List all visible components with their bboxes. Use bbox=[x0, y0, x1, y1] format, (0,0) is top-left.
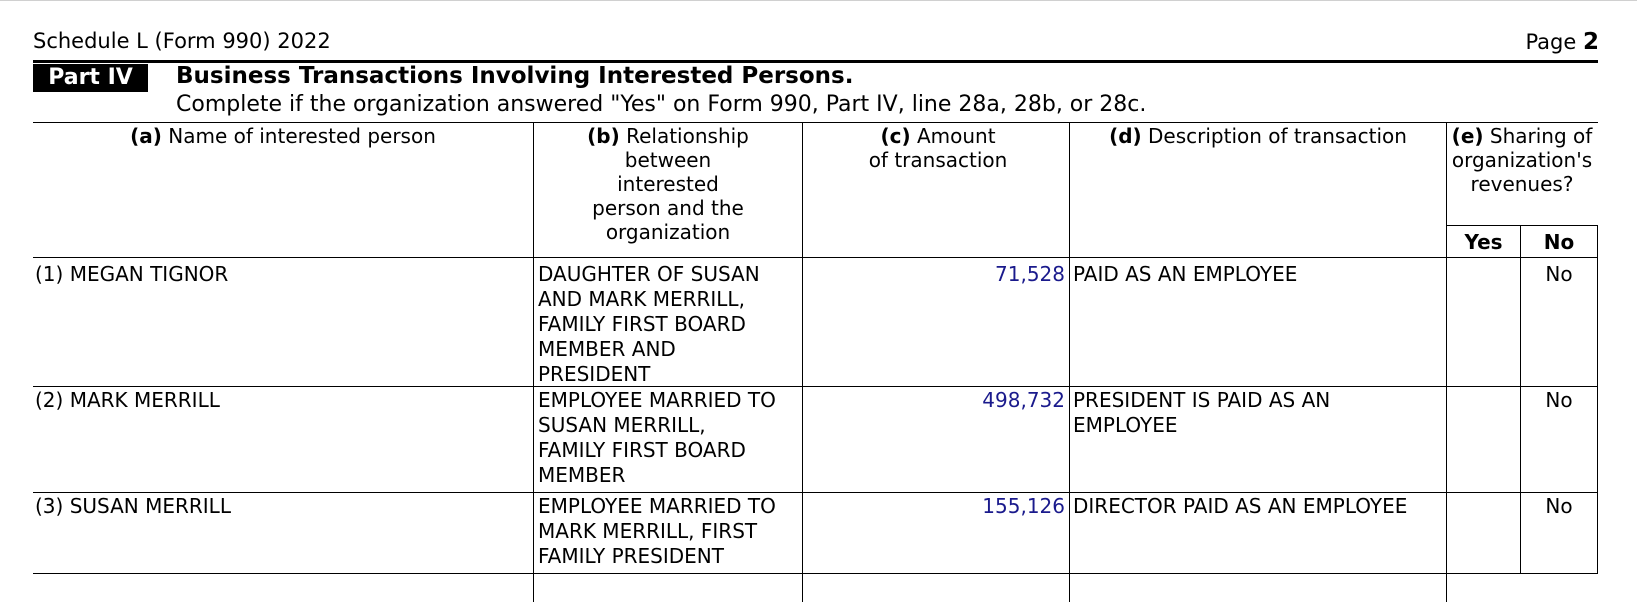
row-1-amount: 71,528 bbox=[995, 262, 1065, 286]
page-label: Page bbox=[1525, 30, 1577, 54]
column-header-c bbox=[868, 124, 1008, 172]
part-title: Business Transactions Involving Interested Persons. bbox=[176, 63, 854, 89]
row-3-amount: 155,126 bbox=[982, 494, 1065, 518]
column-header-e bbox=[1447, 124, 1597, 196]
page-indicator bbox=[1525, 29, 1599, 55]
row-2-relationship: EMPLOYEE MARRIED TO SUSAN MERRILL, FAMILY FIRST BOARD MEMBER bbox=[538, 388, 776, 487]
row-2-bottom-border bbox=[33, 492, 1598, 493]
column-letter-d: (d) bbox=[1109, 124, 1142, 148]
column-letter-c: (c) bbox=[880, 124, 911, 148]
page-top-border bbox=[0, 0, 1637, 1]
column-header-d bbox=[1070, 124, 1446, 148]
row-1-no: No bbox=[1545, 262, 1573, 286]
page-number: 2 bbox=[1582, 29, 1599, 55]
row-1-bottom-border bbox=[33, 386, 1598, 387]
form-identifier: Schedule L (Form 990) 2022 bbox=[33, 29, 331, 53]
row-3-relationship: EMPLOYEE MARRIED TO MARK MERRILL, FIRST FAMILY PRESIDENT bbox=[538, 494, 776, 568]
column-letter-b: (b) bbox=[587, 124, 620, 148]
divider-b-c bbox=[802, 122, 803, 602]
header-bottom-border bbox=[33, 257, 1598, 258]
row-1-relationship: DAUGHTER OF SUSAN AND MARK MERRILL, FAMILY FIRST BOARD MEMBER AND PRESIDENT bbox=[538, 262, 760, 386]
row-3-no: No bbox=[1545, 494, 1573, 518]
column-label-c: Amount of transaction bbox=[868, 124, 1008, 172]
row-2-description: PRESIDENT IS PAID AS AN EMPLOYEE bbox=[1073, 388, 1331, 437]
column-letter-a: (a) bbox=[130, 124, 162, 148]
column-label-e: Sharing of organization's revenues? bbox=[1451, 124, 1593, 196]
table-top-border bbox=[33, 122, 1598, 123]
column-header-a bbox=[33, 124, 533, 148]
row-2-no: No bbox=[1545, 388, 1573, 412]
row-3-description: DIRECTOR PAID AS AN EMPLOYEE bbox=[1073, 494, 1408, 518]
row-1-description: PAID AS AN EMPLOYEE bbox=[1073, 262, 1298, 286]
row-3-name: (3) SUSAN MERRILL bbox=[35, 494, 231, 518]
sharing-subheader-border bbox=[1446, 225, 1598, 226]
column-header-yes: Yes bbox=[1464, 230, 1503, 254]
part-instruction: Complete if the organization answered "Yes" on Form 990, Part IV, line 28a, 28b, or 28c. bbox=[176, 92, 1147, 117]
row-2-name: (2) MARK MERRILL bbox=[35, 388, 220, 412]
divider-right bbox=[1597, 225, 1598, 573]
column-label-d: Description of transaction bbox=[1148, 124, 1407, 148]
column-label-a: Name of interested person bbox=[168, 124, 436, 148]
column-header-no: No bbox=[1543, 230, 1575, 254]
divider-a-b bbox=[533, 122, 534, 602]
row-1-name: (1) MEGAN TIGNOR bbox=[35, 262, 229, 286]
row-2-amount: 498,732 bbox=[982, 388, 1065, 412]
transactions-table bbox=[33, 122, 1598, 602]
column-letter-e: (e) bbox=[1451, 124, 1484, 148]
column-label-b: Relationship between interested person and the organization bbox=[592, 124, 749, 244]
row-3-bottom-border bbox=[33, 573, 1598, 574]
column-header-b bbox=[583, 124, 753, 244]
divider-c-d bbox=[1069, 122, 1070, 602]
part-tag: Part IV bbox=[33, 64, 148, 92]
